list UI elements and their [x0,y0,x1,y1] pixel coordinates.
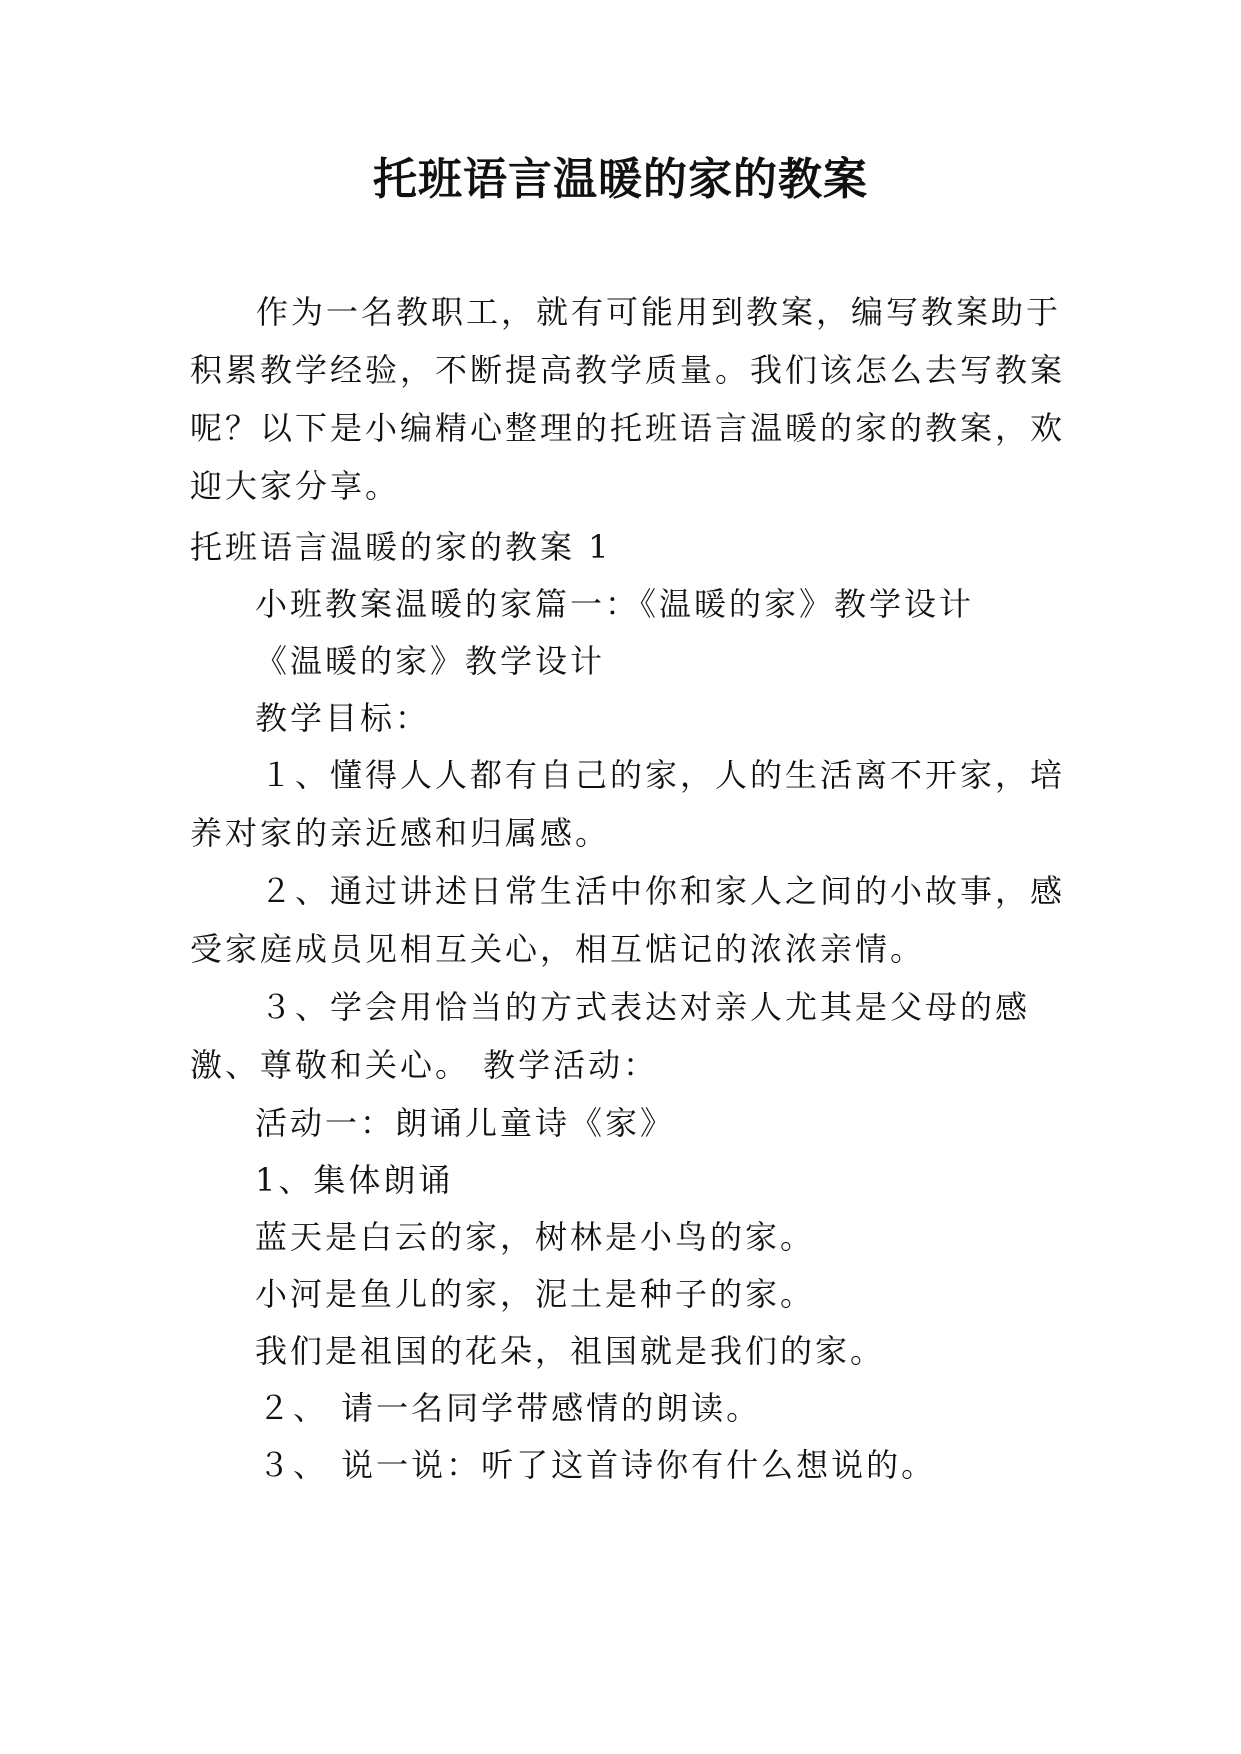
poem-line-2: 小河是鱼儿的家，泥土是种子的家。 [255,1275,816,1313]
subtitle-1: 小班教案温暖的家篇一：《温暖的家》教学设计 [255,585,975,623]
section-heading: 托班语言温暖的家的教案 1 [190,528,612,566]
subtitle-2: 《温暖的家》教学设计 [255,642,606,680]
goal-1: １、懂得人人都有自己的家，人的生活离不开家，培养对家的亲近感和归属感。 [190,756,1066,852]
step-1: 1、集体朗诵 [255,1161,454,1199]
activity-1-heading: 活动一：朗诵儿童诗《家》 [255,1104,676,1142]
step-2: ２、 请一名同学带感情的朗读。 [258,1389,762,1427]
goal-2: ２、通过讲述日常生活中你和家人之间的小故事，感受家庭成员见相互关心，相互惦记的浓浓亲情。 [190,872,1066,968]
poem-line-1: 蓝天是白云的家，树林是小鸟的家。 [255,1218,816,1256]
poem-line-3: 我们是祖国的花朵，祖国就是我们的家。 [255,1332,886,1370]
goal-3: ３、学会用恰当的方式表达对亲人尤其是父母的感激、尊敬和关心。 教学活动： [190,988,1031,1084]
intro-paragraph: 作为一名教职工，就有可能用到教案，编写教案助于积累教学经验，不断提高教学质量。我们该怎么去写教案呢？以下是小编精心整理的托班语言温暖的家的教案，欢迎大家分享。 [190,293,1066,505]
document-title: 托班语言温暖的家的教案 [373,154,868,205]
step-3: ３、 说一说：听了这首诗你有什么想说的。 [258,1446,937,1484]
goals-label: 教学目标： [255,699,431,737]
